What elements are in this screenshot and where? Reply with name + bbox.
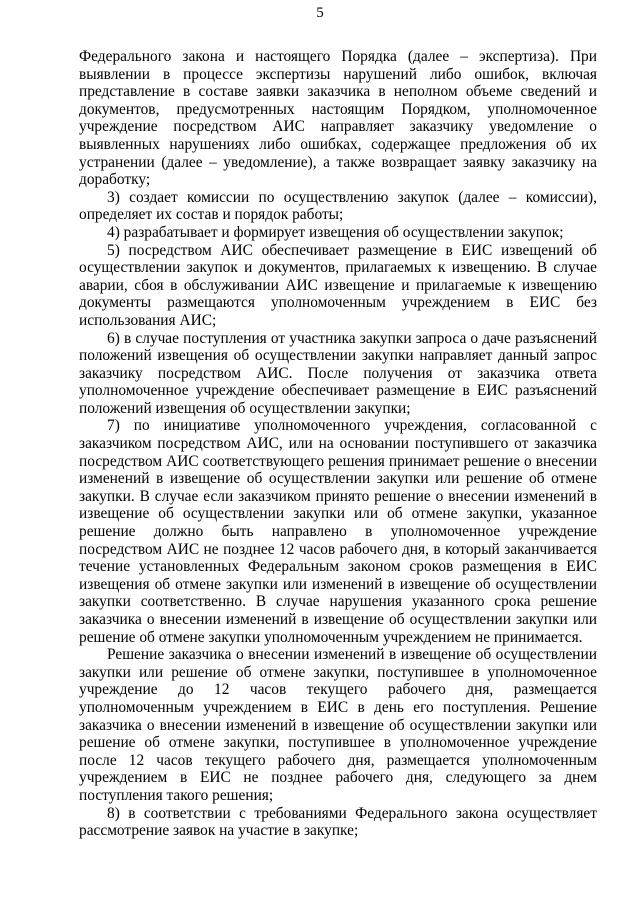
paragraph-item-3: 3) создает комиссии по осуществлению закупок (далее – комиссии), определяет их состав и порядок работы; bbox=[79, 188, 597, 224]
paragraph-item-7: 7) по инициативе уполномоченного учреждения, согласованной с заказчиком посредством АИС, или на основании поступившего от заказчика посредством АИС соответствующего решения принимает решение о внесении изменений в извещение об осуществлении закупки или решение об отмене закупки. В случае если заказчиком принято решение о внесении изменений в извещение об осуществлении закупки или об отмене закупки, указанное решение должно быть направлено в уполномоченное учреждение посредством АИС не позднее 12 часов рабочего дня, в который заканчивается течение установленных Федеральным законом сроков размещения в ЕИС извещения об отмене закупки или изменений в извещение об осуществлении закупки соответственно. В случае нарушения указанного срока решение заказчика о внесении изменений в извещение об осуществлении закупки или решение об отмене закупки уполномоченным учреждением не принимается. bbox=[79, 417, 597, 646]
paragraph-item-6: 6) в случае поступления от участника закупки запроса о даче разъяснений положений извещения об осуществлении закупки направляет данный запрос заказчику посредством АИС. После получения от заказчика ответа уполномоченное учреждение обеспечивает размещение в ЕИС разъяснений положений извещения об осуществлении закупки; bbox=[79, 329, 597, 417]
paragraph-continuation: Федерального закона и настоящего Порядка (далее – экспертиза). При выявлении в процессе экспертизы нарушений либо ошибок, включая представление в составе заявки заказчика в неполном объеме сведений и документов, предусмотренных настоящим Порядком, уполномоченное учреждение посредством АИС направляет заказчику уведомление о выявленных нарушениях либо ошибках, содержащее предложения об их устранении (далее – уведомление), а также возвращает заявку заказчику на доработку; bbox=[79, 48, 597, 189]
paragraph-item-5: 5) посредством АИС обеспечивает размещение в ЕИС извещений об осуществлении закупок и документов, прилагаемых к извещению. В случае аварии, сбоя в обслуживании АИС извещение и прилагаемые к извещению документы размещаются уполномоченным учреждением в ЕИС без использования АИС; bbox=[79, 241, 597, 329]
paragraph-item-4: 4) разрабатывает и формирует извещения об осуществлении закупок; bbox=[107, 223, 564, 241]
paragraph-item-7-continued: Решение заказчика о внесении изменений в извещение об осуществлении закупки или решение об отмене закупки, поступившее в уполномоченное учреждение до 12 часов текущего рабочего дня, размещается уполномоченным учреждением в ЕИС в день его поступления. Решение заказчика о внесении изменений в извещение об осуществлении закупки или решение об отмене закупки, поступившее в уполномоченное учреждение после 12 часов текущего рабочего дня, размещается уполномоченным учреждением в ЕИС не позднее рабочего дня, следующего за днем поступления такого решения; bbox=[79, 646, 597, 804]
page-number: 5 bbox=[316, 5, 324, 21]
document-body bbox=[79, 48, 597, 840]
paragraph-item-8: 8) в соответствии с требованиями Федерального закона осуществляет рассмотрение заявок на участие в закупке; bbox=[79, 804, 597, 840]
